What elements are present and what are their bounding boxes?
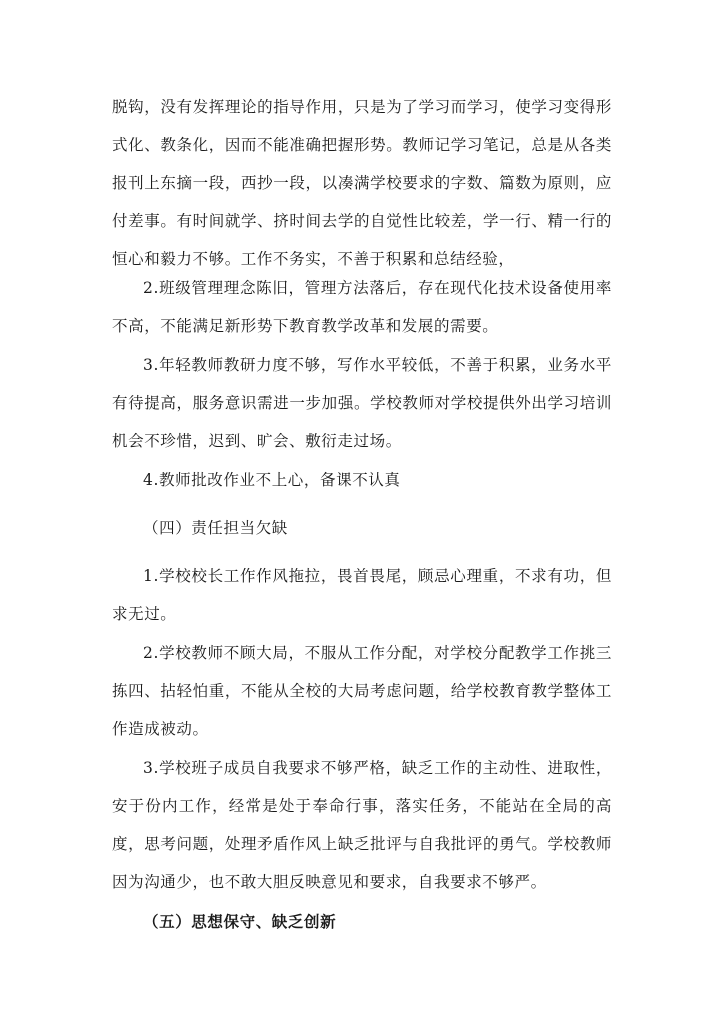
paragraph-section4-item-3: 3.学校班子成员自我要求不够严格，缺乏工作的主动性、进取性，安于份内工作，经常是处于奉命行事，落实任务，不能站在全局的高度，思考问题，处理矛盾作风上缺乏批评与自我批评的勇气。学校教师因为沟通少，也不敢大胆反映意见和要求，自我要求不够严。 xyxy=(112,759,612,891)
section-heading-5: （五）思想保守、缺乏创新 xyxy=(143,912,337,931)
paragraph-section4-item-1: 1.学校校长工作作风拖拉，畏首畏尾，顾忌心理重，不求有功，但求无过。 xyxy=(112,567,612,623)
section-heading-4: （四）责任担当欠缺 xyxy=(143,519,288,537)
paragraph-item-3: 3.年轻教师教研力度不够，写作水平较低，不善于积累，业务水平有待提高，服务意识需进一步加强。学校教师对学校提供外出学习培训机会不珍惜，迟到、旷会、敷衍走过场。 xyxy=(112,356,612,450)
paragraph-continuation: 脱钩，没有发挥理论的指导作用，只是为了学习而学习，使学习变得形式化、教条化，因而不能准确把握形势。教师记学习笔记，总是从各类报刊上东摘一段，西抄一段，以凑满学校要求的字数、篇数为原则，应付差事。有时间就学、挤时间去学的自觉性比较差，学一行、精一行的恒心和毅力不够。工作不务实，不善于积累和总结经验， xyxy=(112,98,612,268)
paragraph-item-4: 4.教师批改作业不上心，备课不认真 xyxy=(143,471,401,489)
paragraph-item-2: 2.班级管理理念陈旧，管理方法落后，存在现代化技术设备使用率不高，不能满足新形势下教育教学改革和发展的需要。 xyxy=(112,279,612,335)
paragraph-section4-item-2: 2.学校教师不顾大局，不服从工作分配，对学校分配教学工作挑三拣四、拈轻怕重，不能从全校的大局考虑问题，给学校教育教学整体工作造成被动。 xyxy=(112,644,612,738)
